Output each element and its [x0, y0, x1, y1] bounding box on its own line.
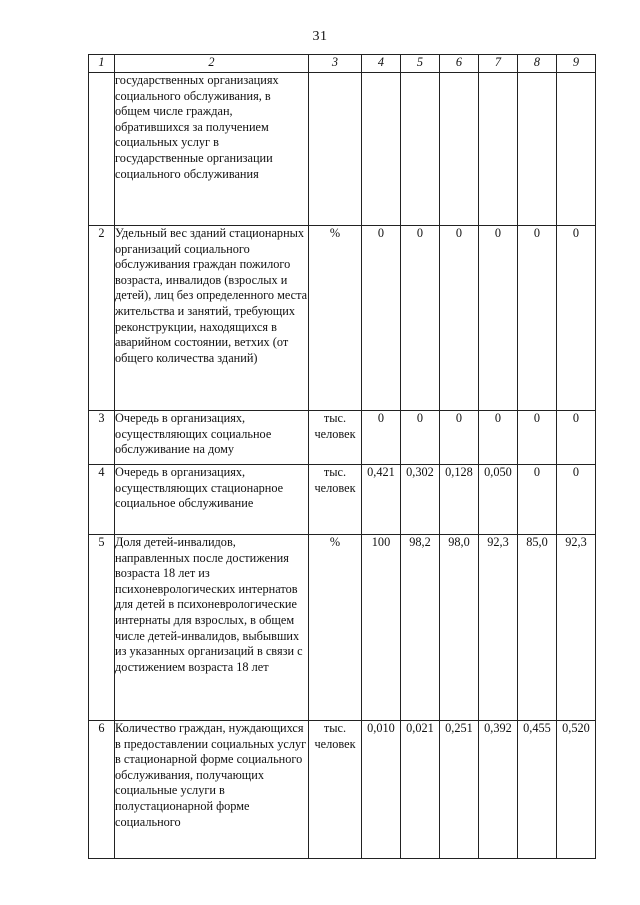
- row-value: 0: [557, 411, 596, 465]
- row-description: Доля детей-инвалидов, направленных после достижения возраста 18 лет из психоневрологических интернатов для детей в психоневрологические интернаты для взрослых, в общем числе детей-инвалидов, выбывших из указанных организаций в связи с достижением возраста 18 лет: [115, 535, 309, 721]
- row-description: Очередь в организациях, осуществляющих социальное обслуживание на дому: [115, 411, 309, 465]
- column-header: 2: [115, 55, 309, 73]
- row-value: 0: [440, 411, 479, 465]
- row-value: 0,302: [401, 465, 440, 535]
- row-value: 0: [362, 411, 401, 465]
- row-value: 0: [479, 226, 518, 411]
- row-value: 0: [401, 411, 440, 465]
- column-header: 3: [309, 55, 362, 73]
- column-header: 1: [89, 55, 115, 73]
- row-value: 0: [440, 226, 479, 411]
- row-value: 0: [518, 465, 557, 535]
- page-number: 31: [312, 29, 328, 44]
- column-header: 9: [557, 55, 596, 73]
- row-value: 0: [557, 465, 596, 535]
- row-value: 0,010: [362, 721, 401, 859]
- row-value: 0,455: [518, 721, 557, 859]
- row-number: 6: [89, 721, 115, 859]
- column-header: 8: [518, 55, 557, 73]
- indicators-table: [88, 54, 596, 859]
- row-value: [440, 73, 479, 226]
- row-description: государственных организациях социального обслуживания, в общем числе граждан, обратившихся за получением социальных услуг в государственные организации социального обслуживания: [115, 73, 309, 226]
- row-value: 92,3: [557, 535, 596, 721]
- table-header-row: [89, 55, 596, 73]
- table-row: [89, 411, 596, 465]
- row-value: 0: [518, 411, 557, 465]
- table-row: [89, 465, 596, 535]
- row-value: [518, 73, 557, 226]
- column-header: 7: [479, 55, 518, 73]
- row-unit: %: [309, 535, 362, 721]
- row-value: 0: [401, 226, 440, 411]
- row-value: 92,3: [479, 535, 518, 721]
- row-unit: тыс. человек: [309, 721, 362, 859]
- row-value: [362, 73, 401, 226]
- row-value: 85,0: [518, 535, 557, 721]
- row-number: 5: [89, 535, 115, 721]
- row-value: 0: [518, 226, 557, 411]
- row-value: 0,520: [557, 721, 596, 859]
- row-unit: [309, 73, 362, 226]
- row-value: [479, 73, 518, 226]
- table-row: [89, 226, 596, 411]
- row-value: 100: [362, 535, 401, 721]
- row-value: 0,421: [362, 465, 401, 535]
- row-number: [89, 73, 115, 226]
- row-description: Удельный вес зданий стационарных организаций социального обслуживания граждан пожилого возраста, инвалидов (взрослых и детей), лиц без определенного места жительства и занятий, требующих реконструкции, находящихся в аварийном состоянии, ветхих (от общего количества зданий): [115, 226, 309, 411]
- row-value: [557, 73, 596, 226]
- row-value: 0,021: [401, 721, 440, 859]
- row-description: Количество граждан, нуждающихся в предоставлении социальных услуг в стационарной форме социального обслуживания, получающих социальные услуги в полустационарной форме социального: [115, 721, 309, 859]
- row-number: 3: [89, 411, 115, 465]
- row-unit: тыс. человек: [309, 411, 362, 465]
- row-value: [401, 73, 440, 226]
- row-value: 0: [557, 226, 596, 411]
- row-value: 0,128: [440, 465, 479, 535]
- column-header: 4: [362, 55, 401, 73]
- row-value: 98,0: [440, 535, 479, 721]
- row-number: 4: [89, 465, 115, 535]
- row-unit: %: [309, 226, 362, 411]
- row-value: 0,251: [440, 721, 479, 859]
- table-row: [89, 721, 596, 859]
- row-value: 0: [362, 226, 401, 411]
- row-number: 2: [89, 226, 115, 411]
- table-row: [89, 535, 596, 721]
- row-value: 0: [479, 411, 518, 465]
- row-value: 0,050: [479, 465, 518, 535]
- row-value: 0,392: [479, 721, 518, 859]
- table-row: [89, 73, 596, 226]
- column-header: 5: [401, 55, 440, 73]
- row-unit: тыс. человек: [309, 465, 362, 535]
- row-description: Очередь в организациях, осуществляющих стационарное социальное обслуживание: [115, 465, 309, 535]
- column-header: 6: [440, 55, 479, 73]
- row-value: 98,2: [401, 535, 440, 721]
